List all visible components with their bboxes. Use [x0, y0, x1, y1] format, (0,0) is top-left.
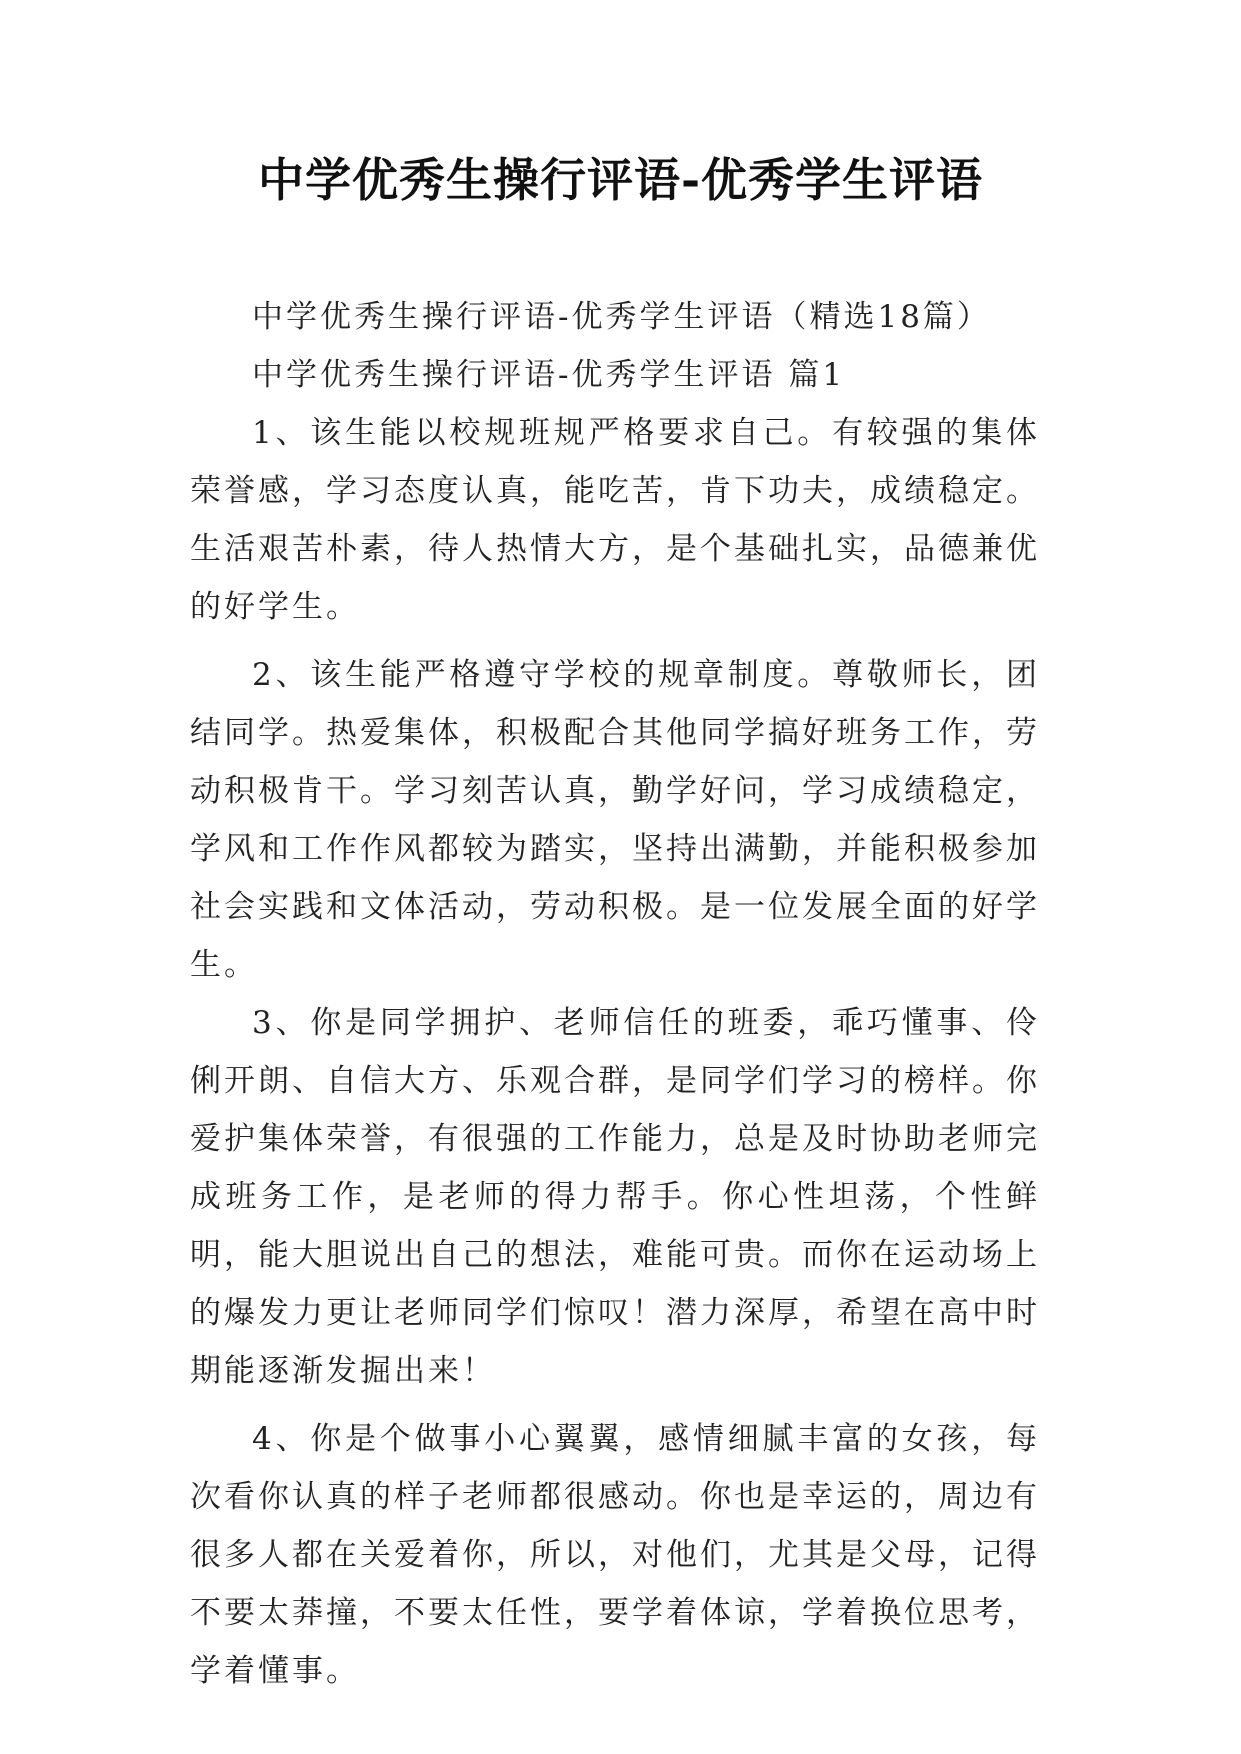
document-body — [190, 288, 1040, 1700]
paragraph-2: 2、该生能严格遵守学校的规章制度。尊敬师长，团结同学。热爱集体，积极配合其他同学搞好班务工作，劳动积极肯干。学习刻苦认真，勤学好问，学习成绩稳定，学风和工作作风都较为踏实，坚持出满勤，并能积极参加社会实践和文体活动，劳动积极。是一位发展全面的好学生。 — [190, 657, 1040, 983]
page-title: 中学优秀生操行评语-优秀学生评语 — [257, 153, 984, 207]
paragraph-4: 4、你是个做事小心翼翼，感情细腻丰富的女孩，每次看你认真的样子老师都很感动。你也是幸运的，周边有很多人都在关爱着你，所以，对他们，尤其是父母，记得不要太莽撞，不要太任性，要学着体谅，学着换位思考，学着懂事。 — [190, 1421, 1040, 1689]
section-heading: 中学优秀生操行评语-优秀学生评语 篇1 — [252, 357, 846, 393]
paragraph-3: 3、你是同学拥护、老师信任的班委，乖巧懂事、伶俐开朗、自信大方、乐观合群，是同学们学习的榜样。你爱护集体荣誉，有很强的工作能力，总是及时协助老师完成班务工作，是老师的得力帮手。你心性坦荡，个性鲜明，能大胆说出自己的想法，难能可贵。而你在运动场上的爆发力更让老师同学们惊叹！潜力深厚，希望在高中时期能逐渐发掘出来！ — [190, 1005, 1040, 1389]
paragraph-1: 1、该生能以校规班规严格要求自己。有较强的集体荣誉感，学习态度认真，能吃苦，肯下功夫，成绩稳定。生活艰苦朴素，待人热情大方，是个基础扎实，品德兼优的好学生。 — [190, 415, 1040, 625]
document-subtitle: 中学优秀生操行评语-优秀学生评语（精选18篇） — [252, 299, 991, 335]
